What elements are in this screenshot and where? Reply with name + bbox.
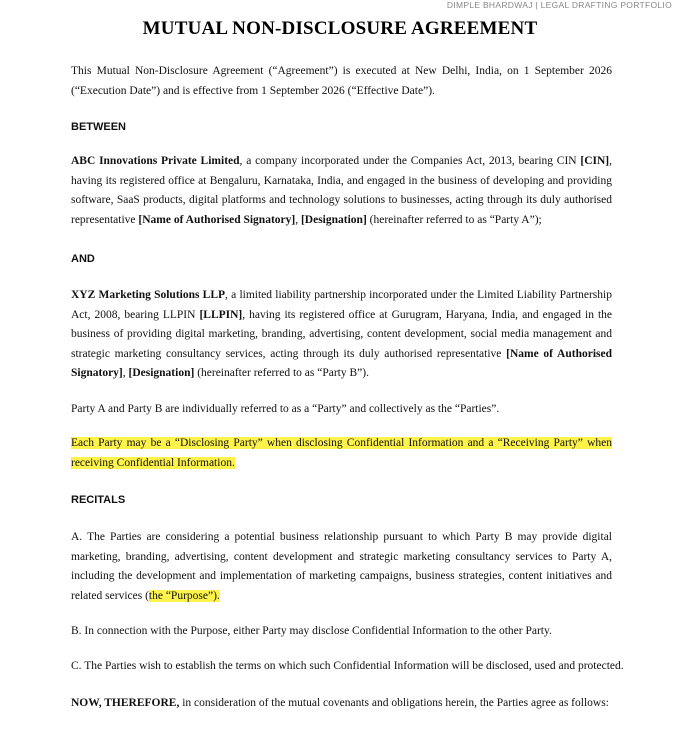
purpose-highlight: the “Purpose”). [148, 589, 220, 602]
recital-b: B. In connection with the Purpose, either Party may disclose Confidential Information to the other Party. [71, 625, 552, 637]
party-b-text-3: (hereinafter referred to as “Party B”). [194, 367, 369, 380]
party-a-designation: [Designation] [300, 213, 367, 226]
party-b-signatory: [Name of Authorised Signatory] [71, 347, 612, 380]
party-a-text-2: , having its registered office at Bengaluru, Karnataka, India, and engaged in the business of developing and providing software, SaaS products, digital platforms and technology solutions to businesses, acting through its duly authorised representative [71, 155, 613, 226]
party-a-cin: [CIN] [580, 155, 610, 167]
between-heading: BETWEEN [71, 121, 126, 133]
party-a-name: ABC Innovations Private Limited [71, 155, 240, 167]
party-a-text-1: , a company incorporated under the Companies Act, 2013, bearing CIN [239, 155, 581, 167]
party-b-comma: , [122, 367, 129, 380]
party-b-designation: [Designation] [128, 367, 195, 380]
now-therefore-text: in consideration of the mutual covenants and obligations herein, the Parties agree as follows: [179, 697, 609, 709]
party-a-comma: , [295, 213, 301, 226]
now-therefore-bold: NOW, THEREFORE, [71, 697, 180, 709]
recital-a [71, 528, 612, 606]
now-therefore-paragraph [71, 694, 612, 714]
party-b-text-1: , a limited liability partnership incorporated under the Limited Liability Partnership Act, 2008, bearing LLPIN [71, 289, 612, 321]
highlighted-text: Each Party may be a “Disclosing Party” when disclosing Confidential Information and a “Receiving Party” when receiving Confidential Information. [71, 437, 612, 469]
recitals-heading: RECITALS [71, 494, 126, 506]
party-b-paragraph [71, 286, 612, 384]
document-title: MUTUAL NON-DISCLOSURE AGREEMENT [142, 18, 538, 39]
party-b-text-2: , having its registered office at Gurugram, Haryana, India, and engaged in the business of providing digital marketing, branding, advertising, content development, social media management and strategic marketing consultancy services, acting through its duly authorised representative [71, 308, 612, 360]
recital-c: C. The Parties wish to establish the terms on which such Confidential Information will be disclosed, used and protected. [71, 660, 624, 672]
party-b-llpin: [LLPIN] [199, 308, 243, 321]
party-b-name: XYZ Marketing Solutions LLP [71, 289, 226, 301]
recital-a-text: A. The Parties are considering a potential business relationship pursuant to which Party B may provide digital marketing, branding, advertising, content development and strategic marketing consultancy services to Party A, including the development and implementation of marketing campaigns, business strategies, content initiatives and related services ( [71, 531, 612, 602]
portfolio-header-tag: DIMPLE BHARDWAJ | LEGAL DRAFTING PORTFOLIO [446, 0, 672, 10]
and-heading: AND [71, 253, 95, 265]
party-a-signatory: [Name of Authorised Signatory] [138, 213, 296, 226]
party-a-text-3: (hereinafter referred to as “Party A”); [366, 213, 542, 226]
intro-paragraph: This Mutual Non-Disclosure Agreement (“Agreement”) is executed at New Delhi, India, on 1 September 2026 (“Execution Date”) and is effective from 1 September 2026 (“Effective Date”). [71, 65, 612, 97]
disclosing-receiving-paragraph [71, 434, 612, 473]
parties-definition: Party A and Party B are individually referred to as a “Party” and collectively as the “Parties”. [71, 403, 500, 415]
party-a-paragraph [71, 152, 612, 230]
